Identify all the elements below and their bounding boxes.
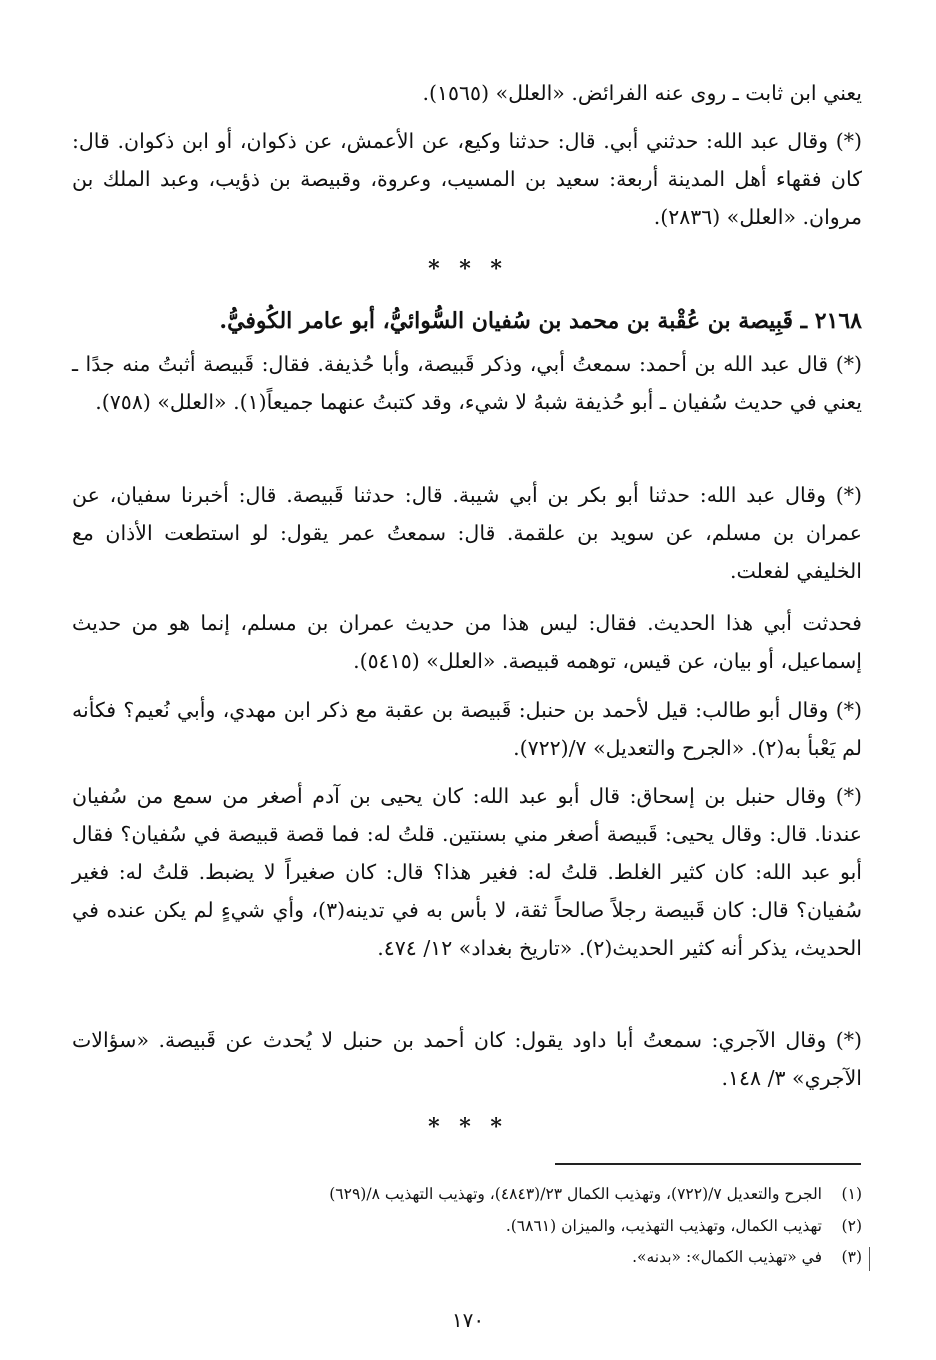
paragraph-abu-talib [72, 691, 862, 767]
paragraph-ilal-5415 [72, 604, 862, 680]
paragraph-ilal-758 [72, 345, 862, 421]
paragraph: (*) وقال عبد الله: حدثنا أبو بكر بن أبي شيبة. قال: حدثنا قَبيصة. قال: أخبرنا سفيان، عن عمران بن مسلم، عن سويد بن علقمة. قال: سمعتُ عمر يقول: لو استطعت الأذان مع الخليفي لفعلت. [72, 483, 862, 583]
footnote-number: (٣) [841, 1248, 862, 1266]
paragraph: (*) قال عبد الله بن أحمد: سمعتُ أبي، وذكر قَبيصة، وأبا حُذيفة. فقال: قَبيصة أثبتُ منه جدًا ـ يعني في حديث سُفيان ـ أبو حُذيفة شبهُ لا شيء، وقد كتبتُ عنهما جميعاً(١). «العلل» (٧٥٨). [72, 352, 863, 414]
paragraph-hanbal [72, 777, 862, 967]
paragraph-adhan [72, 476, 862, 590]
footnote-text: الجرح والتعديل ٧/(٧٢٢)، وتهذيب الكمال ٢٣/(٤٨٤٣)، وتهذيب التهذيب ٨/(٦٢٩) [329, 1185, 822, 1203]
paragraph-ajurri [72, 1021, 862, 1097]
paragraph: فحدثت أبي هذا الحديث. فقال: ليس هذا من حديث عمران بن مسلم، إنما هو من حديث إسماعيل، أو بيان، عن قيس، توهمه قبيصة. «العلل» (٥٤١٥). [72, 611, 862, 673]
footnote-1 [72, 1180, 862, 1208]
paragraph: (*) وقال حنبل بن إسحاق: قال أبو عبد الله: كان يحيى بن آدم أصغر من سمع من سُفيان عندنا. قال: وقال يحيى: قَبيصة أصغر مني بسنتين. قلتُ له: فما قصة قبيصة في سُفيان؟ فقال أبو عبد الله: كان كثير الغلط. قلتُ له: فغير هذا؟ قال: كان صغيراً لا يضبط. قلتُ له: فغير سُفيان؟ قال: كان قَبيصة رجلاً صالحاً ثقة، لا بأس به في تدينه(٣)، وأي شيءٍ لم يكن عنده في الحديث، يذكر أنه كثير الحديث(٢). «تاريخ بغداد» ١٢/ ٤٧٤. [72, 784, 862, 960]
entry-heading: ٢١٦٨ ـ قَبِيصة بن عُقْبة بن محمد بن سُفيان السُّوائيُّ، أبو عامر الكُوفيُّ. [219, 308, 862, 334]
footnote-number: (٢) [841, 1217, 862, 1235]
footnote-2 [72, 1212, 862, 1240]
paragraph: يعني ابن ثابت ـ روى عنه الفرائض. «العلل» (١٥٦٥). [422, 81, 862, 105]
paragraph-quote-fuqaha [72, 122, 862, 236]
paragraph: (*) وقال عبد الله: حدثني أبي. قال: حدثنا وكيع، عن الأعمش، عن ذكوان، أو ابن ذكوان. قال: كان فقهاء أهل المدينة أربعة: سعيد بن المسيب، وعروة، وقبيصة بن ذؤيب، وعبد الملك بن مروان. «العلل» (٢٨٣٦). [72, 129, 862, 229]
page-number: ١٧٠ [451, 1308, 485, 1332]
paragraph-continuation [72, 74, 862, 112]
footnote-rule [555, 1163, 861, 1165]
footnote-text: تهذيب الكمال، وتهذيب التهذيب، والميزان (٦٨٦١). [505, 1217, 822, 1235]
paragraph: (*) وقال أبو طالب: قيل لأحمد بن حنبل: قَبيصة بن عقبة مع ذكر ابن مهدي، وأبي نُعيم؟ فكأنه لم يَعْبأ به(٢). «الجرح والتعديل» ٧/(٧٢٢). [72, 698, 862, 760]
footnote-number: (١) [841, 1185, 862, 1203]
footnote-text: في «تهذيب الكمال»: «بدنه». [632, 1248, 822, 1266]
margin-mark [869, 1247, 870, 1271]
section-separator: * * * [428, 256, 508, 282]
section-separator: * * * [428, 1114, 508, 1140]
paragraph: (*) وقال الآجري: سمعتُ أبا داود يقول: كان أحمد بن حنبل لا يُحدث عن قَبيصة. «سؤالات الآجري» ٣/ ١٤٨. [72, 1028, 862, 1090]
footnote-3 [72, 1243, 862, 1271]
